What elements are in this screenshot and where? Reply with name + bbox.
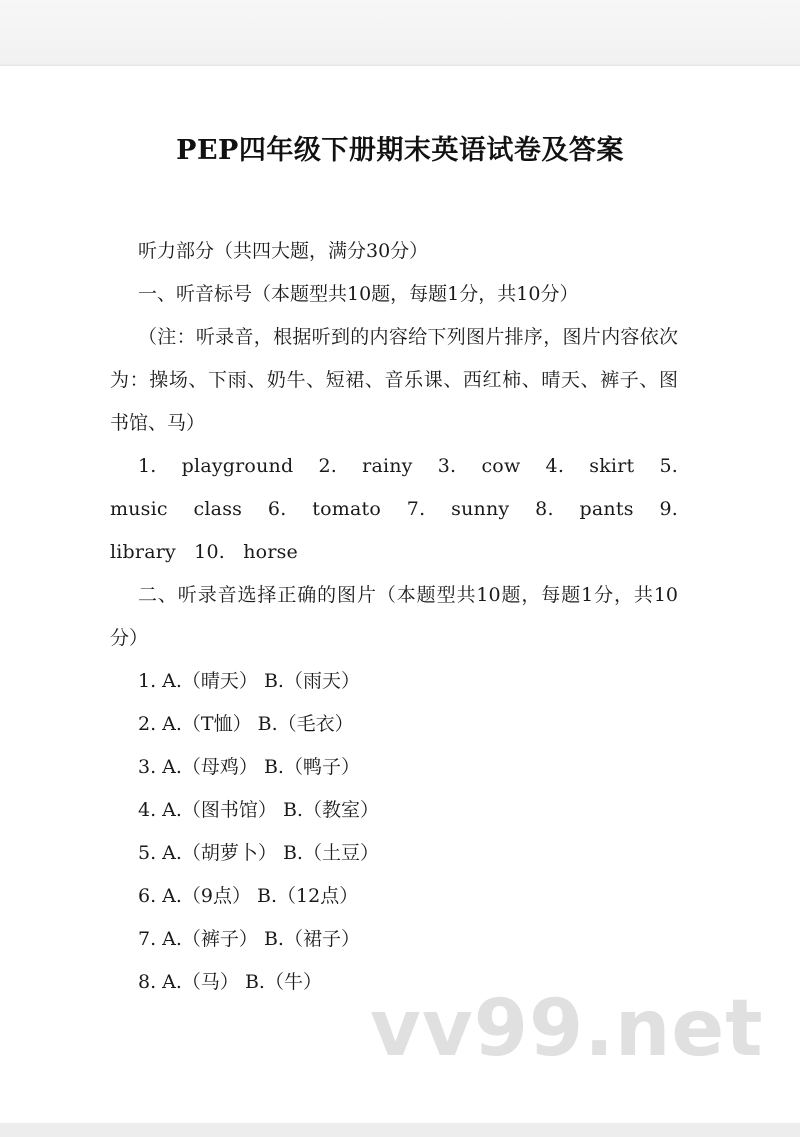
- bottom-margin-strip: [0, 1123, 800, 1137]
- part2-item: 3. A.（母鸡） B.（鸭子）: [138, 756, 360, 778]
- part2-item: 8. A.（马） B.（牛）: [138, 971, 322, 993]
- part1-note: （注：听录音，根据听到的内容给下列图片排序，图片内容依次为：操场、下雨、奶牛、短裙、音乐课、西红柿、晴天、裤子、图书馆、马）: [110, 326, 678, 434]
- part2-item: 5. A.（胡萝卜） B.（土豆）: [138, 842, 379, 864]
- page-title: PEP四年级下册期末英语试卷及答案: [176, 135, 624, 166]
- document-body: [110, 230, 678, 1004]
- top-margin-strip: [0, 0, 800, 66]
- part2-item: 1. A.（晴天） B.（雨天）: [138, 670, 360, 692]
- part1-answers: 1. playground 2. rainy 3. cow 4. skirt 5. music class 6. tomato 7. sunny 8. pants 9. library 10. horse: [110, 455, 678, 563]
- part2-item: 7. A.（裤子） B.（裙子）: [138, 928, 360, 950]
- part2-title: 二、听录音选择正确的图片（本题型共10题，每题1分，共10分）: [110, 584, 678, 649]
- part2-item: 6. A.（9点） B.（12点）: [138, 885, 359, 907]
- section-header: 听力部分（共四大题，满分30分）: [138, 240, 429, 262]
- watermark-text: vv99.net: [370, 984, 764, 1074]
- part1-title: 一、听音标号（本题型共10题，每题1分，共10分）: [138, 283, 579, 305]
- part2-item: 4. A.（图书馆） B.（教室）: [138, 799, 379, 821]
- part2-item: 2. A.（T恤） B.（毛衣）: [138, 713, 354, 735]
